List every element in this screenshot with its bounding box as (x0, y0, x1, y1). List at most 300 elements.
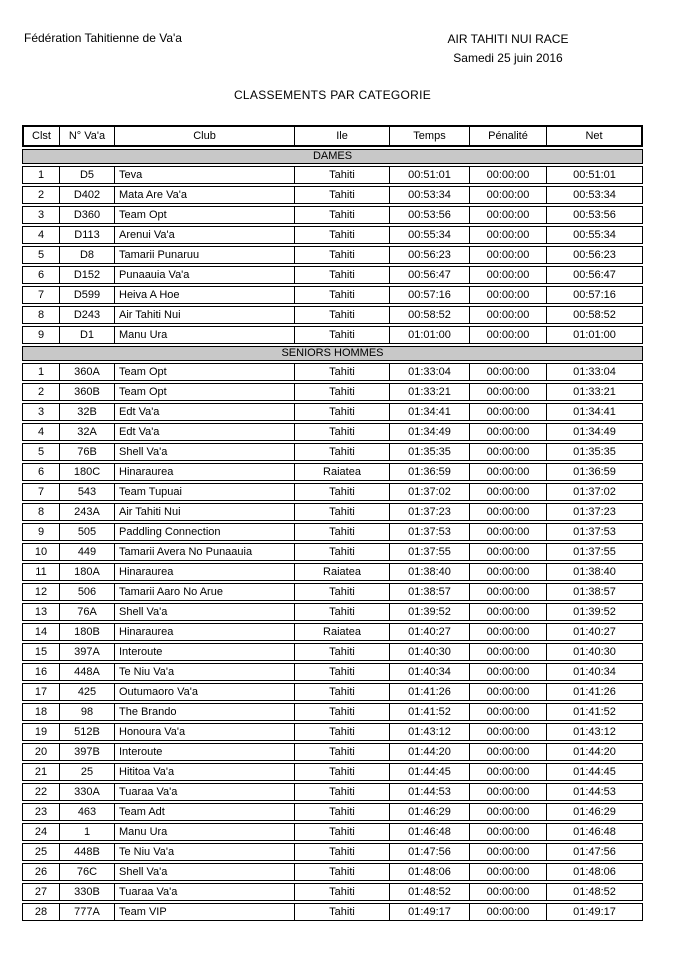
cell-net: 01:33:04 (547, 363, 643, 381)
cell-clst: 1 (22, 363, 60, 381)
cell-temps: 01:33:21 (390, 383, 470, 401)
cell-penalite: 00:00:00 (470, 863, 547, 881)
cell-penalite: 00:00:00 (470, 363, 547, 381)
table-row (22, 383, 643, 401)
cell-clst: 6 (22, 463, 60, 481)
cell-num-vaa: 449 (60, 543, 115, 561)
cell-temps: 01:46:29 (390, 803, 470, 821)
cell-clst: 16 (22, 663, 60, 681)
table-row (22, 443, 643, 461)
cell-net: 01:34:49 (547, 423, 643, 441)
cell-club: Tuaraa Va'a (115, 883, 295, 901)
cell-temps: 00:51:01 (390, 166, 470, 184)
cell-penalite: 00:00:00 (470, 423, 547, 441)
cell-net: 01:41:26 (547, 683, 643, 701)
cell-clst: 12 (22, 583, 60, 601)
race-title: AIR TAHITI NUI RACE (447, 32, 569, 46)
cell-club: Team Adt (115, 803, 295, 821)
cell-club: Shell Va'a (115, 443, 295, 461)
cell-num-vaa: D5 (60, 166, 115, 184)
cell-num-vaa: 425 (60, 683, 115, 701)
cell-clst: 21 (22, 763, 60, 781)
cell-num-vaa: 506 (60, 583, 115, 601)
cell-clst: 17 (22, 683, 60, 701)
table-row (22, 166, 643, 184)
cell-temps: 01:40:27 (390, 623, 470, 641)
cell-net: 00:51:01 (547, 166, 643, 184)
cell-club: Tamarii Avera No Punaauia (115, 543, 295, 561)
cell-penalite: 00:00:00 (470, 186, 547, 204)
col-header-penalite: Pénalité (470, 125, 547, 147)
results-table (22, 123, 643, 923)
cell-ile: Tahiti (295, 803, 390, 821)
cell-num-vaa: 397B (60, 743, 115, 761)
cell-penalite: 00:00:00 (470, 623, 547, 641)
cell-clst: 14 (22, 623, 60, 641)
cell-num-vaa: D599 (60, 286, 115, 304)
cell-temps: 00:53:56 (390, 206, 470, 224)
cell-club: Mata Are Va'a (115, 186, 295, 204)
cell-club: Hinaraurea (115, 463, 295, 481)
cell-club: Shell Va'a (115, 603, 295, 621)
table-row (22, 703, 643, 721)
table-row (22, 503, 643, 521)
cell-clst: 9 (22, 326, 60, 344)
cell-penalite: 00:00:00 (470, 443, 547, 461)
cell-club: Manu Ura (115, 823, 295, 841)
cell-ile: Raiatea (295, 563, 390, 581)
cell-ile: Tahiti (295, 723, 390, 741)
cell-num-vaa: 25 (60, 763, 115, 781)
table-row (22, 206, 643, 224)
cell-penalite: 00:00:00 (470, 286, 547, 304)
header-row (22, 125, 643, 147)
cell-club: The Brando (115, 703, 295, 721)
cell-temps: 01:37:23 (390, 503, 470, 521)
cell-num-vaa: 360B (60, 383, 115, 401)
cell-club: Tamarii Aaro No Arue (115, 583, 295, 601)
cell-temps: 01:37:53 (390, 523, 470, 541)
results-tbody (22, 149, 643, 921)
cell-num-vaa: 76B (60, 443, 115, 461)
cell-ile: Tahiti (295, 663, 390, 681)
cell-net: 01:47:56 (547, 843, 643, 861)
cell-clst: 8 (22, 306, 60, 324)
cell-net: 00:53:56 (547, 206, 643, 224)
section-title: SENIORS HOMMES (22, 346, 643, 361)
table-row (22, 266, 643, 284)
cell-penalite: 00:00:00 (470, 583, 547, 601)
cell-temps: 00:56:47 (390, 266, 470, 284)
cell-ile: Raiatea (295, 623, 390, 641)
cell-ile: Tahiti (295, 603, 390, 621)
cell-clst: 27 (22, 883, 60, 901)
cell-ile: Tahiti (295, 783, 390, 801)
cell-num-vaa: 32A (60, 423, 115, 441)
table-row (22, 683, 643, 701)
cell-club: Manu Ura (115, 326, 295, 344)
cell-penalite: 00:00:00 (470, 723, 547, 741)
cell-temps: 01:41:26 (390, 683, 470, 701)
cell-club: Arenui Va'a (115, 226, 295, 244)
cell-clst: 22 (22, 783, 60, 801)
section-header-row (22, 346, 643, 361)
cell-ile: Tahiti (295, 206, 390, 224)
table-row (22, 523, 643, 541)
cell-ile: Raiatea (295, 463, 390, 481)
cell-temps: 01:44:45 (390, 763, 470, 781)
cell-penalite: 00:00:00 (470, 643, 547, 661)
cell-net: 01:01:00 (547, 326, 643, 344)
cell-ile: Tahiti (295, 543, 390, 561)
section-header-row (22, 149, 643, 164)
cell-net: 01:40:30 (547, 643, 643, 661)
cell-clst: 3 (22, 403, 60, 421)
cell-club: Punaauia Va'a (115, 266, 295, 284)
cell-num-vaa: 330B (60, 883, 115, 901)
cell-ile: Tahiti (295, 483, 390, 501)
race-header (388, 30, 628, 68)
cell-net: 00:53:34 (547, 186, 643, 204)
cell-penalite: 00:00:00 (470, 383, 547, 401)
table-row (22, 783, 643, 801)
cell-club: Teva (115, 166, 295, 184)
cell-temps: 01:36:59 (390, 463, 470, 481)
cell-clst: 7 (22, 483, 60, 501)
cell-club: Paddling Connection (115, 523, 295, 541)
cell-net: 01:38:57 (547, 583, 643, 601)
table-row (22, 663, 643, 681)
cell-num-vaa: 180B (60, 623, 115, 641)
cell-club: Shell Va'a (115, 863, 295, 881)
race-date: Samedi 25 juin 2016 (453, 51, 563, 65)
cell-num-vaa: D152 (60, 266, 115, 284)
cell-club: Team Opt (115, 206, 295, 224)
table-row (22, 543, 643, 561)
col-header-club: Club (115, 125, 295, 147)
cell-temps: 00:55:34 (390, 226, 470, 244)
cell-num-vaa: 397A (60, 643, 115, 661)
cell-num-vaa: 448A (60, 663, 115, 681)
cell-ile: Tahiti (295, 903, 390, 921)
cell-net: 01:37:53 (547, 523, 643, 541)
cell-temps: 01:49:17 (390, 903, 470, 921)
cell-ile: Tahiti (295, 186, 390, 204)
cell-net: 01:39:52 (547, 603, 643, 621)
table-row (22, 723, 643, 741)
cell-penalite: 00:00:00 (470, 903, 547, 921)
table-row (22, 286, 643, 304)
cell-num-vaa: 512B (60, 723, 115, 741)
cell-temps: 01:47:56 (390, 843, 470, 861)
cell-ile: Tahiti (295, 443, 390, 461)
cell-net: 01:34:41 (547, 403, 643, 421)
cell-clst: 5 (22, 246, 60, 264)
cell-num-vaa: 448B (60, 843, 115, 861)
cell-club: Air Tahiti Nui (115, 503, 295, 521)
cell-club: Edt Va'a (115, 423, 295, 441)
table-row (22, 603, 643, 621)
cell-net: 01:48:52 (547, 883, 643, 901)
cell-ile: Tahiti (295, 763, 390, 781)
cell-club: Team Tupuai (115, 483, 295, 501)
cell-num-vaa: D360 (60, 206, 115, 224)
cell-penalite: 00:00:00 (470, 306, 547, 324)
table-row (22, 403, 643, 421)
cell-net: 01:40:34 (547, 663, 643, 681)
cell-penalite: 00:00:00 (470, 403, 547, 421)
cell-temps: 01:01:00 (390, 326, 470, 344)
cell-club: Team Opt (115, 383, 295, 401)
cell-club: Outumaoro Va'a (115, 683, 295, 701)
cell-club: Air Tahiti Nui (115, 306, 295, 324)
cell-num-vaa: 180A (60, 563, 115, 581)
table-row (22, 246, 643, 264)
cell-club: Interoute (115, 643, 295, 661)
col-header-ile: Ile (295, 125, 390, 147)
cell-club: Interoute (115, 743, 295, 761)
cell-num-vaa: D113 (60, 226, 115, 244)
cell-penalite: 00:00:00 (470, 246, 547, 264)
cell-ile: Tahiti (295, 863, 390, 881)
cell-penalite: 00:00:00 (470, 166, 547, 184)
cell-ile: Tahiti (295, 823, 390, 841)
cell-net: 00:57:16 (547, 286, 643, 304)
cell-net: 01:46:29 (547, 803, 643, 821)
cell-ile: Tahiti (295, 246, 390, 264)
cell-num-vaa: D402 (60, 186, 115, 204)
cell-temps: 01:39:52 (390, 603, 470, 621)
cell-penalite: 00:00:00 (470, 483, 547, 501)
cell-penalite: 00:00:00 (470, 266, 547, 284)
cell-penalite: 00:00:00 (470, 663, 547, 681)
cell-net: 01:43:12 (547, 723, 643, 741)
cell-penalite: 00:00:00 (470, 883, 547, 901)
cell-ile: Tahiti (295, 523, 390, 541)
cell-clst: 5 (22, 443, 60, 461)
cell-club: Te Niu Va'a (115, 843, 295, 861)
section-title: DAMES (22, 149, 643, 164)
cell-ile: Tahiti (295, 326, 390, 344)
cell-net: 01:44:45 (547, 763, 643, 781)
cell-temps: 01:38:57 (390, 583, 470, 601)
cell-temps: 01:35:35 (390, 443, 470, 461)
table-row (22, 623, 643, 641)
cell-ile: Tahiti (295, 226, 390, 244)
cell-temps: 01:40:34 (390, 663, 470, 681)
cell-temps: 01:37:55 (390, 543, 470, 561)
cell-clst: 2 (22, 383, 60, 401)
cell-club: Te Niu Va'a (115, 663, 295, 681)
cell-temps: 01:44:20 (390, 743, 470, 761)
cell-penalite: 00:00:00 (470, 226, 547, 244)
federation-title: Fédération Tahitienne de Va'a (24, 31, 182, 45)
cell-temps: 00:58:52 (390, 306, 470, 324)
cell-num-vaa: 463 (60, 803, 115, 821)
cell-club: Honoura Va'a (115, 723, 295, 741)
cell-clst: 10 (22, 543, 60, 561)
cell-ile: Tahiti (295, 286, 390, 304)
col-header-clst: Clst (22, 125, 60, 147)
col-header-net: Net (547, 125, 643, 147)
cell-ile: Tahiti (295, 423, 390, 441)
cell-ile: Tahiti (295, 306, 390, 324)
table-row (22, 643, 643, 661)
cell-clst: 2 (22, 186, 60, 204)
cell-penalite: 00:00:00 (470, 783, 547, 801)
cell-clst: 4 (22, 423, 60, 441)
cell-num-vaa: D8 (60, 246, 115, 264)
table-row (22, 326, 643, 344)
results-table-header (22, 125, 643, 147)
cell-clst: 18 (22, 703, 60, 721)
cell-net: 01:40:27 (547, 623, 643, 641)
cell-club: Hinaraurea (115, 623, 295, 641)
cell-ile: Tahiti (295, 363, 390, 381)
cell-num-vaa: D243 (60, 306, 115, 324)
cell-clst: 3 (22, 206, 60, 224)
cell-penalite: 00:00:00 (470, 803, 547, 821)
cell-temps: 00:53:34 (390, 186, 470, 204)
cell-temps: 00:57:16 (390, 286, 470, 304)
cell-clst: 25 (22, 843, 60, 861)
cell-clst: 8 (22, 503, 60, 521)
cell-net: 01:37:55 (547, 543, 643, 561)
cell-net: 01:44:20 (547, 743, 643, 761)
page-title: CLASSEMENTS PAR CATEGORIE (233, 88, 432, 102)
cell-num-vaa: 76A (60, 603, 115, 621)
table-row (22, 843, 643, 861)
cell-clst: 19 (22, 723, 60, 741)
table-row (22, 743, 643, 761)
cell-penalite: 00:00:00 (470, 703, 547, 721)
cell-num-vaa: 1 (60, 823, 115, 841)
cell-ile: Tahiti (295, 703, 390, 721)
cell-penalite: 00:00:00 (470, 206, 547, 224)
col-header-num-vaa: N° Va'a (60, 125, 115, 147)
cell-clst: 28 (22, 903, 60, 921)
cell-club: Hititoa Va'a (115, 763, 295, 781)
cell-ile: Tahiti (295, 843, 390, 861)
table-row (22, 763, 643, 781)
cell-penalite: 00:00:00 (470, 523, 547, 541)
cell-clst: 20 (22, 743, 60, 761)
cell-penalite: 00:00:00 (470, 603, 547, 621)
cell-num-vaa: 330A (60, 783, 115, 801)
cell-clst: 24 (22, 823, 60, 841)
cell-penalite: 00:00:00 (470, 503, 547, 521)
cell-net: 01:38:40 (547, 563, 643, 581)
cell-ile: Tahiti (295, 266, 390, 284)
cell-clst: 6 (22, 266, 60, 284)
cell-num-vaa: D1 (60, 326, 115, 344)
cell-net: 01:46:48 (547, 823, 643, 841)
cell-num-vaa: 180C (60, 463, 115, 481)
cell-num-vaa: 76C (60, 863, 115, 881)
cell-penalite: 00:00:00 (470, 563, 547, 581)
cell-temps: 01:34:41 (390, 403, 470, 421)
cell-temps: 01:37:02 (390, 483, 470, 501)
cell-club: Hinaraurea (115, 563, 295, 581)
table-row (22, 423, 643, 441)
cell-temps: 01:48:52 (390, 883, 470, 901)
cell-clst: 4 (22, 226, 60, 244)
cell-penalite: 00:00:00 (470, 463, 547, 481)
table-row (22, 226, 643, 244)
table-row (22, 483, 643, 501)
cell-ile: Tahiti (295, 383, 390, 401)
cell-penalite: 00:00:00 (470, 823, 547, 841)
cell-net: 01:33:21 (547, 383, 643, 401)
cell-temps: 01:38:40 (390, 563, 470, 581)
cell-ile: Tahiti (295, 643, 390, 661)
cell-temps: 01:33:04 (390, 363, 470, 381)
cell-clst: 15 (22, 643, 60, 661)
cell-club: Team VIP (115, 903, 295, 921)
cell-club: Tamarii Punaruu (115, 246, 295, 264)
cell-penalite: 00:00:00 (470, 763, 547, 781)
cell-net: 00:56:23 (547, 246, 643, 264)
table-row (22, 883, 643, 901)
cell-temps: 01:40:30 (390, 643, 470, 661)
cell-net: 01:36:59 (547, 463, 643, 481)
cell-num-vaa: 360A (60, 363, 115, 381)
table-row (22, 583, 643, 601)
cell-ile: Tahiti (295, 403, 390, 421)
table-row (22, 306, 643, 324)
cell-temps: 01:43:12 (390, 723, 470, 741)
cell-club: Edt Va'a (115, 403, 295, 421)
table-row (22, 823, 643, 841)
cell-penalite: 00:00:00 (470, 743, 547, 761)
cell-net: 01:37:02 (547, 483, 643, 501)
cell-ile: Tahiti (295, 683, 390, 701)
cell-num-vaa: 243A (60, 503, 115, 521)
cell-clst: 13 (22, 603, 60, 621)
table-row (22, 186, 643, 204)
cell-temps: 01:48:06 (390, 863, 470, 881)
cell-ile: Tahiti (295, 583, 390, 601)
cell-clst: 26 (22, 863, 60, 881)
cell-temps: 01:46:48 (390, 823, 470, 841)
cell-temps: 01:34:49 (390, 423, 470, 441)
cell-num-vaa: 98 (60, 703, 115, 721)
cell-net: 01:41:52 (547, 703, 643, 721)
table-row (22, 803, 643, 821)
cell-penalite: 00:00:00 (470, 543, 547, 561)
cell-clst: 23 (22, 803, 60, 821)
cell-num-vaa: 543 (60, 483, 115, 501)
cell-ile: Tahiti (295, 743, 390, 761)
cell-ile: Tahiti (295, 883, 390, 901)
cell-temps: 01:44:53 (390, 783, 470, 801)
cell-penalite: 00:00:00 (470, 326, 547, 344)
table-row (22, 863, 643, 881)
table-row (22, 903, 643, 921)
cell-net: 00:58:52 (547, 306, 643, 324)
col-header-temps: Temps (390, 125, 470, 147)
cell-temps: 01:41:52 (390, 703, 470, 721)
cell-clst: 7 (22, 286, 60, 304)
cell-club: Team Opt (115, 363, 295, 381)
cell-temps: 00:56:23 (390, 246, 470, 264)
table-row (22, 463, 643, 481)
cell-net: 01:37:23 (547, 503, 643, 521)
cell-num-vaa: 777A (60, 903, 115, 921)
table-row (22, 363, 643, 381)
cell-net: 00:55:34 (547, 226, 643, 244)
cell-club: Heiva A Hoe (115, 286, 295, 304)
